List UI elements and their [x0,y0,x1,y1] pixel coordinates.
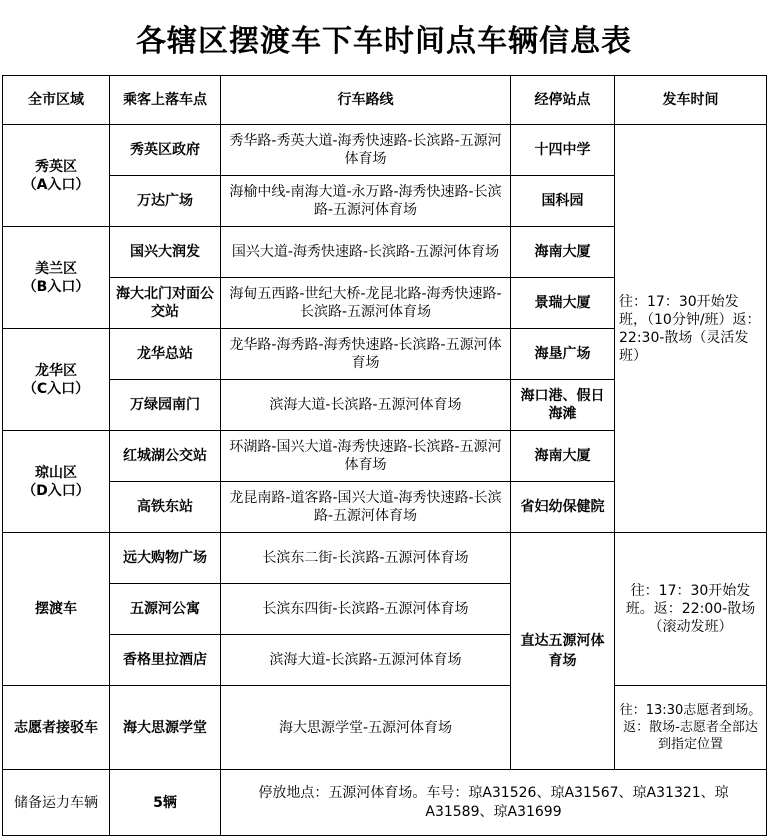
table-row [3,770,767,836]
route-cell: 龙华路-海秀路-海秀快速路-长滨路-五源河体育场 [221,329,511,380]
region-name: 美兰区 [35,260,77,277]
reserve-info-cell: 停放地点：五源河体育场。车号：琼A31526、琼A31567、琼A31321、琼A31589、琼A31699 [221,770,767,836]
route-cell: 海榆中线-南海大道-永万路-海秀快速路-长滨路-五源河体育场 [221,176,511,227]
stop-cell: 万达广场 [110,176,221,227]
region-cell [3,329,110,431]
header-row [3,76,767,125]
stop-cell: 龙华总站 [110,329,221,380]
stop-cell: 秀英区政府 [110,125,221,176]
region-cell [3,431,110,533]
stop-cell: 五源河公寓 [110,584,221,635]
via-cell: 国科园 [511,176,615,227]
via-cell: 直达五源河体育场 [511,533,615,770]
ferry-time-cell: 往：17：30开始发班。返：22:00-散场（滚动发班） [615,533,767,686]
stop-cell: 香格里拉酒店 [110,635,221,686]
region-name: 琼山区 [35,464,77,481]
route-cell: 滨海大道-长滨路-五源河体育场 [221,635,511,686]
stop-cell: 万绿园南门 [110,380,221,431]
region-cell: 摆渡车 [3,533,110,686]
route-cell: 滨海大道-长滨路-五源河体育场 [221,380,511,431]
district-time-cell: 往：17：30开始发班，（10分钟/班）返：22:30-散场（灵活发班） [615,125,767,533]
header-via: 经停站点 [511,76,615,125]
region-cell [3,227,110,329]
header-region: 全市区域 [3,76,110,125]
header-time: 发车时间 [615,76,767,125]
table-row [3,686,767,770]
region-entrance: （A入口） [22,176,90,193]
route-cell: 长滨东四街-长滨路-五源河体育场 [221,584,511,635]
volunteer-time-cell: 往：13:30志愿者到场。返：散场-志愿者全部达到指定位置 [615,686,767,770]
via-cell: 海南大厦 [511,227,615,278]
table-row [3,533,767,584]
route-cell: 龙昆南路-道客路-国兴大道-海秀快速路-长滨路-五源河体育场 [221,482,511,533]
table-row [3,125,767,176]
route-cell: 长滨东二街-长滨路-五源河体育场 [221,533,511,584]
via-cell: 海南大厦 [511,431,615,482]
route-cell: 环湖路-国兴大道-海秀快速路-长滨路-五源河体育场 [221,431,511,482]
stop-cell: 海大思源学堂 [110,686,221,770]
route-cell: 国兴大道-海秀快速路-长滨路-五源河体育场 [221,227,511,278]
via-cell: 十四中学 [511,125,615,176]
via-cell: 海口港、假日海滩 [511,380,615,431]
region-entrance: （B入口） [22,278,90,295]
header-route: 行车路线 [221,76,511,125]
stop-cell: 高铁东站 [110,482,221,533]
stop-cell: 远大购物广场 [110,533,221,584]
region-cell: 储备运力车辆 [3,770,110,836]
region-name: 秀英区 [35,158,77,175]
stop-cell: 国兴大润发 [110,227,221,278]
stop-cell: 红城湖公交站 [110,431,221,482]
via-cell: 海垦广场 [511,329,615,380]
region-cell [3,125,110,227]
region-entrance: （D入口） [22,482,90,499]
region-name: 龙华区 [35,362,77,379]
stop-cell: 海大北门对面公交站 [110,278,221,329]
via-cell: 景瑞大厦 [511,278,615,329]
route-cell: 海甸五西路-世纪大桥-龙昆北路-海秀快速路-长滨路-五源河体育场 [221,278,511,329]
vehicle-info-table [2,75,767,836]
page-title: 各辖区摆渡车下车时间点车辆信息表 [136,23,632,59]
reserve-count-cell: 5辆 [110,770,221,836]
route-cell: 秀华路-秀英大道-海秀快速路-长滨路-五源河体育场 [221,125,511,176]
region-cell: 志愿者接驳车 [3,686,110,770]
route-cell: 海大思源学堂-五源河体育场 [221,686,511,770]
header-stop: 乘客上落车点 [110,76,221,125]
region-entrance: （C入口） [22,380,90,397]
via-cell: 省妇幼保健院 [511,482,615,533]
